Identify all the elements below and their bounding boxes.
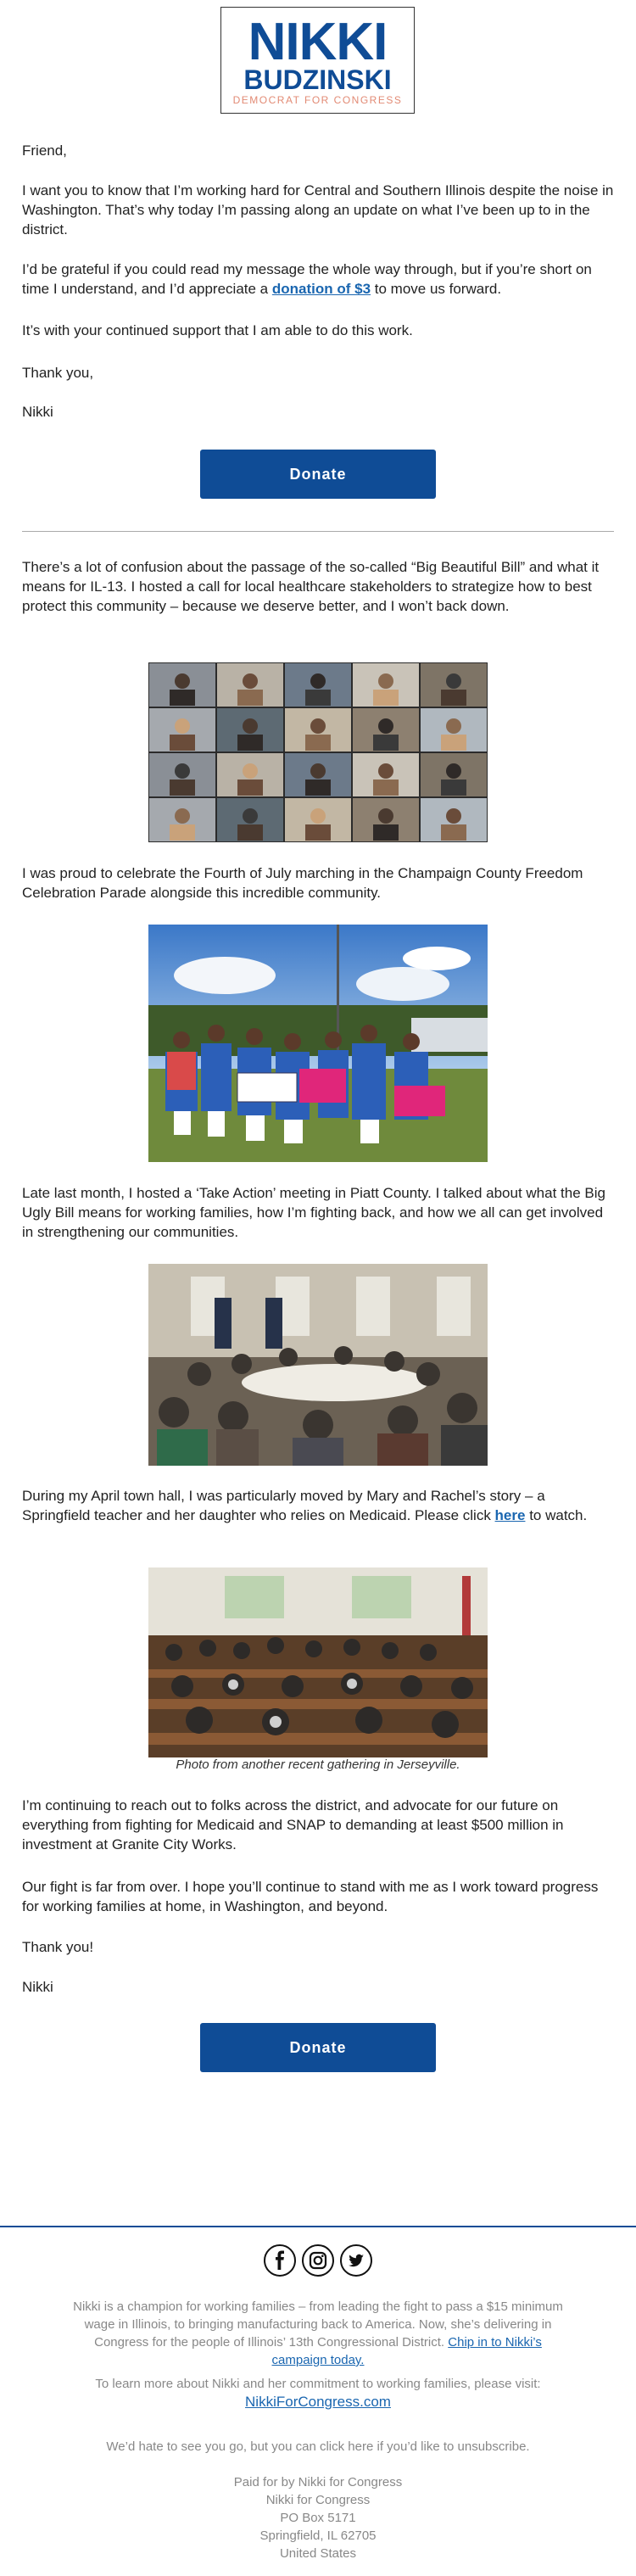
town-hall-text-end: to watch. — [525, 1507, 588, 1523]
chip-in-link[interactable]: Chip in to Nikki’s campaign today. — [271, 2335, 542, 2367]
intro-paragraph-2-text: I’d be grateful if you could read my message the whole way through, but if you’re short on time I understand, and I’d appreciate a — [22, 261, 592, 297]
logo-last-name: BUDZINSKI — [243, 64, 392, 95]
watch-video-link[interactable]: here — [494, 1507, 526, 1523]
body-paragraph-healthcare: There’s a lot of confusion about the passage of the so-called “Big Beautiful Bill” and what it means for IL-13. I hosted a call for local healthcare stakeholders to strategize how to best protect this community – because we deserve better, and I won’t back down. — [22, 559, 600, 614]
instagram-icon[interactable] — [302, 2244, 334, 2277]
twitter-icon[interactable] — [340, 2244, 372, 2277]
intro-paragraph-3: It’s with your continued support that I am able to do this work. — [22, 322, 413, 338]
parade-photo — [148, 925, 488, 1162]
footer-learn-more: To learn more about Nikki and her commitment to working families, please visit: — [95, 2377, 541, 2391]
org-name: Nikki for Congress — [265, 2493, 371, 2507]
donate-button-bottom[interactable]: Donate — [200, 2023, 436, 2072]
jerseyville-gathering-photo — [148, 1567, 488, 1757]
body-paragraph-fight: Our fight is far from over. I hope you’ll continue to stand with me as I work toward progress for working families at home, in Washington, and beyond. — [22, 1879, 599, 1914]
intro-signature: Nikki — [22, 404, 53, 420]
body-paragraph-parade: I was proud to celebrate the Fourth of July marching in the Champaign County Freedom Celebration Parade alongside this incredible community. — [22, 865, 583, 901]
footer-divider — [0, 2226, 636, 2227]
logo-first-name: NIKKI — [248, 13, 388, 71]
video-call-grid-photo — [148, 662, 488, 842]
footer-about-text: Nikki is a champion for working families – from leading the fight to pass a $15 minimum wage in Illinois, to bringing manufacturing back to America. Now, she’s delivering in Congress for the people of Illinois’ 13th Congressional District. — [73, 2299, 563, 2350]
footer-about — [68, 2298, 568, 2369]
country: United States — [279, 2546, 357, 2561]
city-state-zip: Springfield, IL 62705 — [259, 2529, 377, 2543]
greeting: Friend, — [22, 142, 67, 159]
closing-thanks: Thank you! — [22, 1939, 94, 1955]
body-paragraph-advocacy: I’m continuing to reach out to folks across the district, and advocate for our future on everything from fighting for Medicaid and SNAP to demanding at least $500 million in investment at Granite City Works. — [22, 1797, 564, 1852]
po-box: PO Box 5171 — [280, 2511, 356, 2525]
intro-paragraph-2-end: to move us forward. — [371, 281, 502, 297]
paid-for-disclaimer: Paid for by Nikki for Congress — [233, 2475, 403, 2489]
divider — [22, 531, 614, 532]
facebook-icon[interactable] — [264, 2244, 296, 2277]
photo-caption: Photo from another recent gathering in Jerseyville. — [176, 1757, 460, 1772]
donate-button-top[interactable]: Donate — [200, 450, 436, 499]
logo-tagline: DEMOCRAT FOR CONGRESS — [232, 94, 403, 106]
take-action-meeting-photo — [148, 1264, 488, 1466]
unsubscribe-text[interactable]: We’d hate to see you go, but you can click here if you’d like to unsubscribe. — [106, 2439, 530, 2454]
intro-paragraph-1: I want you to know that I’m working hard for Central and Southern Illinois despite the noise in Washington. That’s why today I’m passing along an update on what I’ve been up to in the district. — [22, 182, 614, 237]
town-hall-text: During my April town hall, I was particularly moved by Mary and Rachel’s story – a Springfield teacher and her daughter who relies on Medicaid. Please click — [22, 1488, 545, 1523]
intro-paragraph-2 — [22, 260, 614, 299]
donation-link[interactable]: donation of $3 — [271, 281, 371, 297]
campaign-logo — [220, 7, 415, 114]
body-paragraph-piatt-county: Late last month, I hosted a ‘Take Action’ meeting in Piatt County. I talked about what the Big Ugly Bill means for working families, how I’m fighting back, and how we all can get involved in strengthening our communities. — [22, 1185, 605, 1240]
body-paragraph-town-hall — [22, 1486, 614, 1525]
intro-thanks: Thank you, — [22, 365, 94, 381]
website-link[interactable]: NikkiForCongress.com — [245, 2394, 391, 2410]
closing-signature: Nikki — [22, 1979, 53, 1995]
